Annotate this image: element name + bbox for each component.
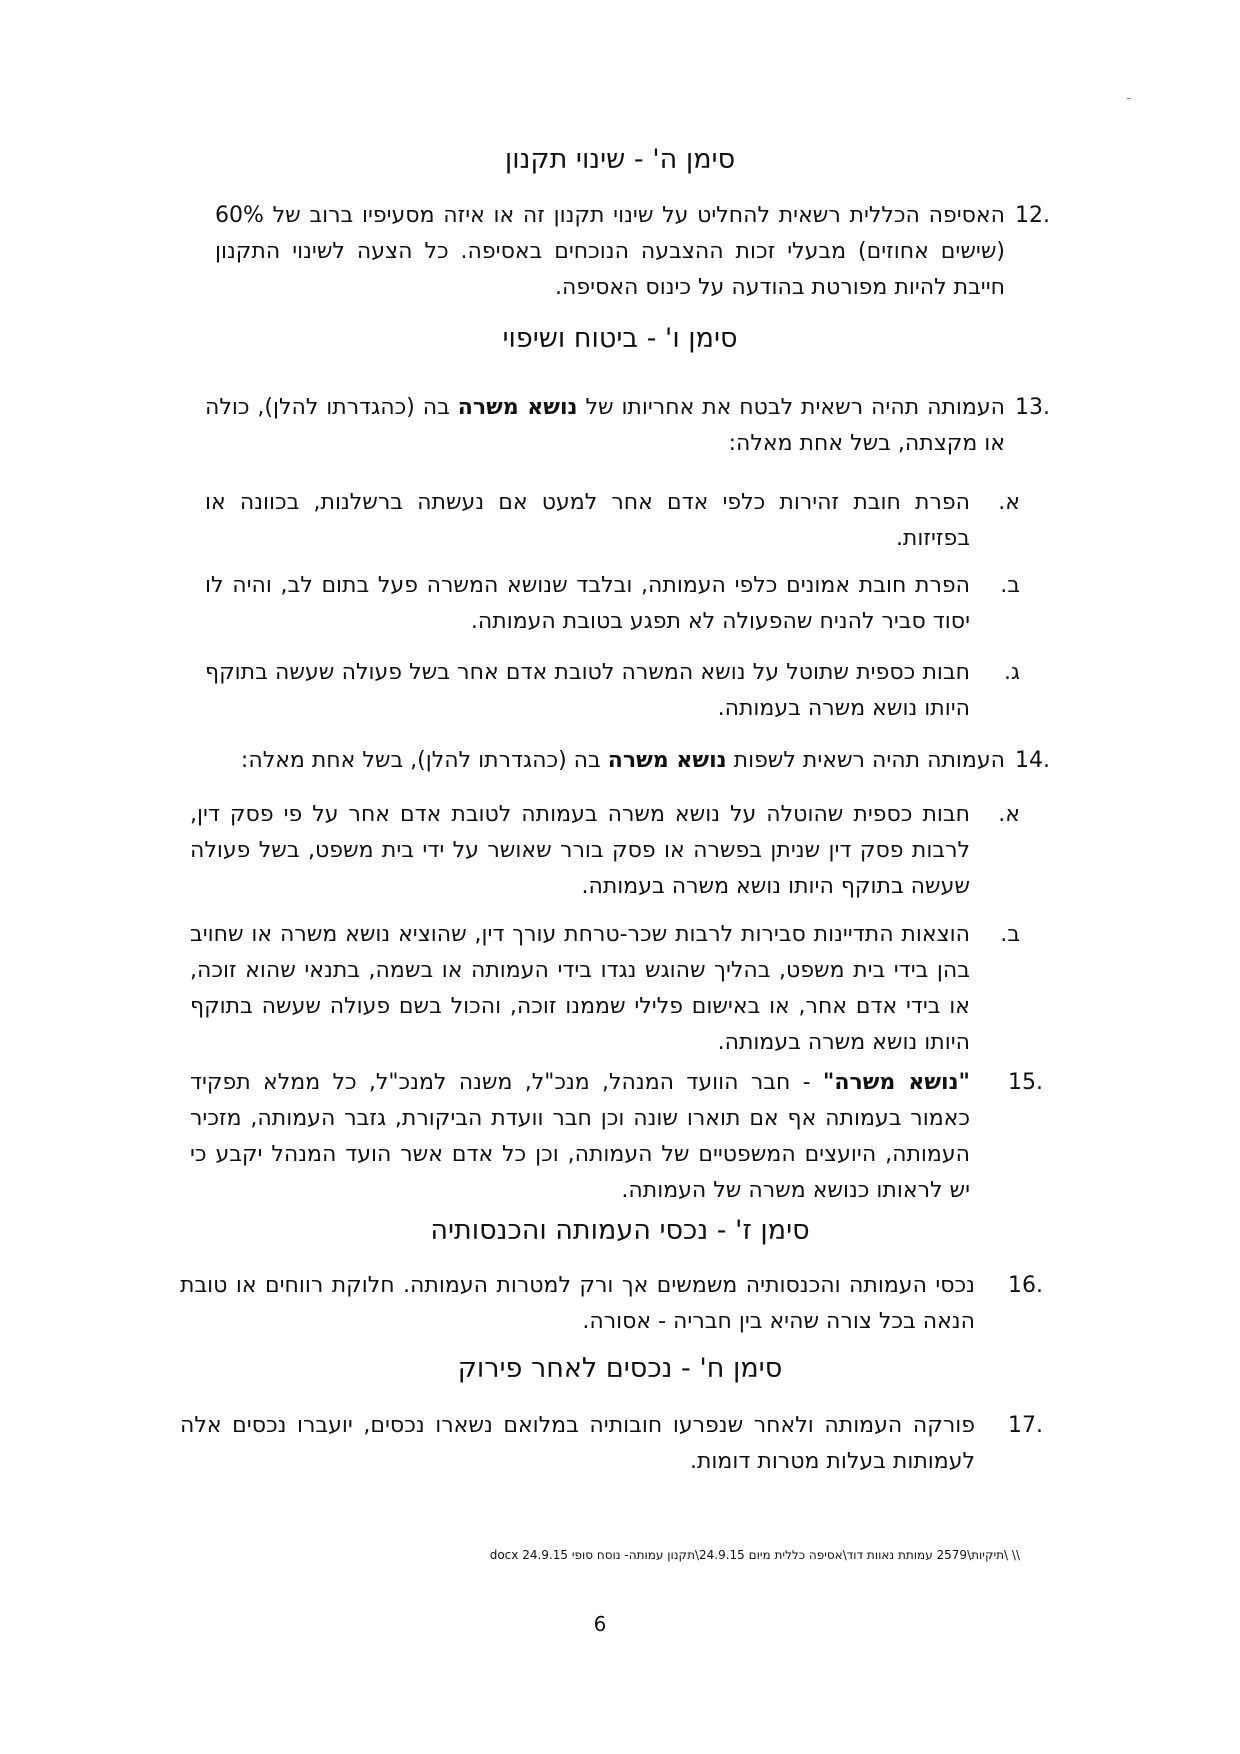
clause-14-text-before: העמותה תהיה רשאית לשפות [733, 748, 1005, 773]
page-number: 6 [593, 1612, 607, 1636]
clause-13-item-a-letter: א. [998, 490, 1020, 515]
clause-15-text [190, 1065, 970, 1209]
clause-13-item-b-text: הפרת חובת אמונים כלפי העמותה, ובלבד שנושא המשרה פעל בתום לב, והיה לו יסוד סביר להניח שהפעולה לא תפגע בטובת העמותה. [205, 573, 970, 634]
clause-14-number: 14. [1015, 748, 1050, 773]
clause-16-text: נכסי העמותה והכנסותיה משמשים אך ורק למטרות העמותה. חלוקת רווחים או טובת הנאה בכל צורה שהיא בין חבריה - אסורה. [180, 1273, 975, 1334]
clause-13-text-before: העמותה תהיה רשאית לבטח את אחריותו של [585, 395, 1006, 420]
clause-12-text: האסיפה הכללית רשאית להחליט על שינוי תקנון זה או איזה מסעיפיו ברוב של 60% (שישים אחוזים) מבעלי זכות ההצבעה הנוכחים באסיפה. כל הצעה לשינוי התקנון חייבת להיות מפורטת בהודעה על כינוס האסיפה. [215, 203, 1005, 300]
section-heh-title: סימן ה' - שינוי תקנון [504, 144, 736, 175]
clause-14-text [205, 743, 1005, 779]
clause-15-number: 15. [1008, 1070, 1043, 1095]
clause-14-bold-term: נושא משרה [607, 748, 727, 773]
clause-13-item-a-text: הפרת חובת זהירות כלפי אדם אחר למעט אם נעשתה ברשלנות, בכוונה או בפזיזות. [205, 490, 970, 551]
clause-13-text [205, 390, 1005, 462]
section-vav-title: סימן ו' - ביטוח ושיפוי [502, 323, 738, 354]
footer-file-path: \\ \תיקיות\2579 עמותת נאוות דוד\אסיפה כללית מיום 24.9.15\תקנון עמותה- נוסח סופי 24.9.15 docx [489, 1548, 1020, 1562]
scan-artifact [1127, 98, 1131, 99]
section-chet-title: סימן ח' - נכסים לאחר פירוק [457, 1353, 783, 1384]
clause-16-number: 16. [1008, 1273, 1043, 1298]
clause-12-number: 12. [1015, 203, 1050, 228]
clause-15-body: - חבר הוועד המנהל, מנכ"ל, משנה למנכ"ל, כל ממלא תפקיד כאמור בעמותה אף אם תוארו שונה וכן חבר וועדת הביקורת, גזבר העמותה, מזכיר העמותה, היועצים המשפטיים של העמותה, וכן כל אדם אשר הועד המנהל יקבע כי יש לראותו כנושא משרה של העמותה. [190, 1070, 970, 1203]
clause-13-bold-term: נושא משרה [457, 395, 578, 420]
clause-17-number: 17. [1008, 1413, 1043, 1438]
clause-14-item-b-letter: ב. [1000, 922, 1020, 947]
clause-14-item-b-text: הוצאות התדיינות סבירות לרבות שכר-טרחת עורך דין, שהוציא נושא משרה או שחויב בהן בידי בית משפט, בהליך שהוגש נגדו בידי העמותה או בשמה, בתנאי שהוא זוכה, או בידי אדם אחר, או באישום פלילי שממנו זוכה, והכול בשם פעולה שעשה בתוקף היותו נושא משרה בעמותה. [190, 922, 970, 1055]
clause-14-item-a-letter: א. [998, 802, 1020, 827]
clause-13-item-c-letter: ג. [1003, 660, 1020, 685]
clause-14-text-after: בה (כהגדרתו להלן), בשל אחת מאלה: [240, 748, 601, 773]
clause-15-bold-term: "נושא משרה" [822, 1070, 971, 1095]
clause-13-text-after: בה (כהגדרתו להלן), כולה או מקצתה, בשל אחת מאלה: [205, 395, 1005, 456]
clause-17-text: פורקה העמותה ולאחר שנפרעו חובותיה במלואם נשארו נכסים, יועברו נכסים אלה לעמותות בעלות מטרות דומות. [180, 1413, 975, 1474]
clause-13-item-b-letter: ב. [1000, 573, 1020, 598]
clause-13-number: 13. [1015, 395, 1050, 420]
clause-14-item-a-text: חבות כספית שהוטלה על נושא משרה בעמותה לטובת אדם אחר על פי פסק דין, לרבות פסק דין שניתן בפשרה או פסק בורר שאושר על ידי בית משפט, בשל פעולה שעשה בתוקף היותו נושא משרה בעמותה. [190, 802, 970, 899]
clause-13-item-c-text: חבות כספית שתוטל על נושא המשרה לטובת אדם אחר בשל פעולה שעשה בתוקף היותו נושא משרה בעמותה. [205, 660, 970, 721]
section-zayin-title: סימן ז' - נכסי העמותה והכנסותיה [430, 1215, 810, 1246]
